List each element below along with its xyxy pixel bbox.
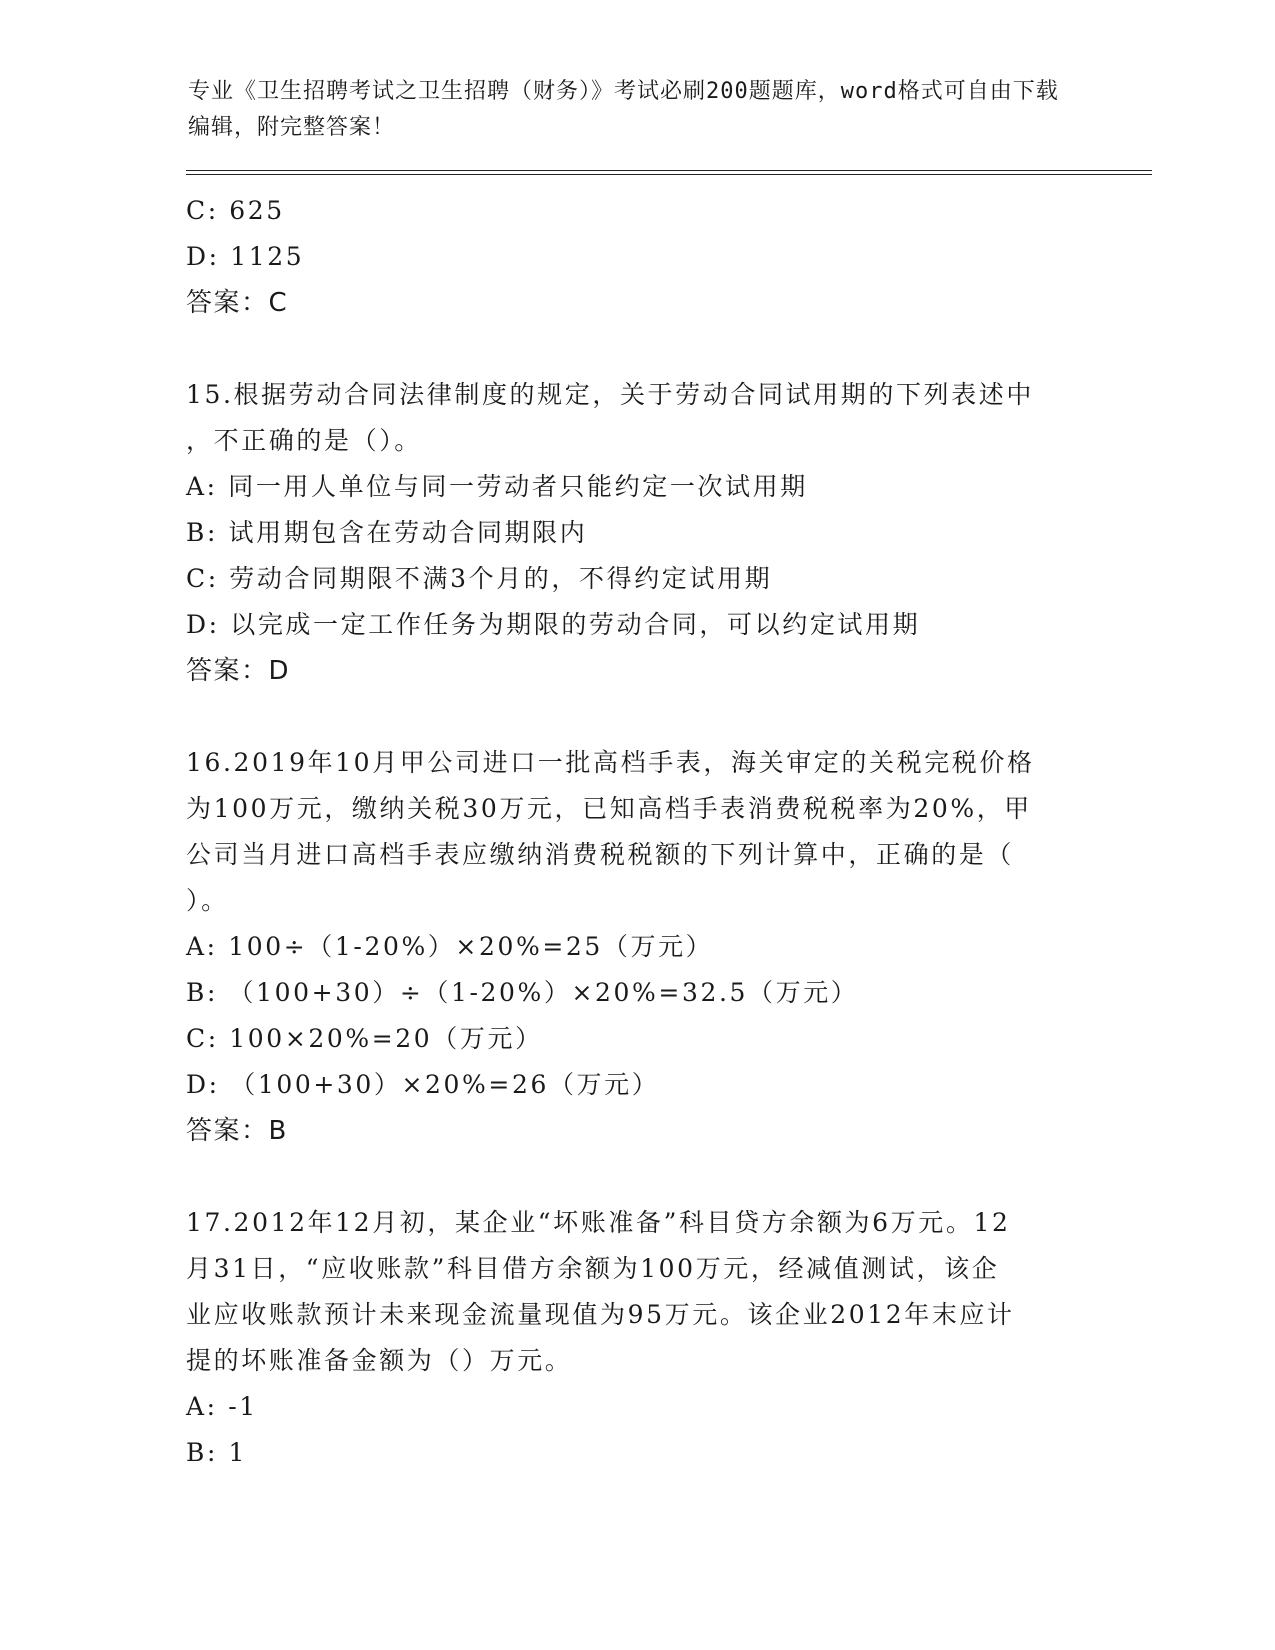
question-stem-line: 为100万元，缴纳关税30万元，已知高档手表消费税税率为20%，甲 bbox=[186, 794, 1032, 823]
document-title: 专业《卫生招聘考试之卫生招聘（财务）》考试必刷200题题库，word格式可自由下载编辑，附完整答案！ bbox=[188, 79, 1059, 140]
question-stem-line: 15.根据劳动合同法律制度的规定，关于劳动合同试用期的下列表述中 bbox=[186, 380, 1034, 409]
question-15 bbox=[186, 372, 1086, 694]
option-c: C: 100×20%=20（万元） bbox=[186, 1024, 543, 1053]
answer-line: 答案：C bbox=[186, 288, 289, 318]
option-a: A: -1 bbox=[186, 1392, 258, 1421]
header-divider-bottom bbox=[186, 174, 1152, 175]
option-a: A: 100÷（1-20%）×20%=25（万元） bbox=[186, 932, 714, 961]
question-17 bbox=[186, 1200, 1086, 1476]
option-b: B: （100+30）÷（1-20%）×20%=32.5（万元） bbox=[186, 978, 859, 1007]
question-stem-line: 月31日，“应收账款”科目借方余额为100万元，经减值测试，该企 bbox=[186, 1254, 1000, 1283]
option-d: D: 以完成一定工作任务为期限的劳动合同，可以约定试用期 bbox=[186, 610, 921, 639]
option-c: C: 劳动合同期限不满3个月的，不得约定试用期 bbox=[186, 564, 773, 593]
option-b: B: 试用期包含在劳动合同期限内 bbox=[186, 518, 588, 547]
header-divider-top bbox=[186, 170, 1152, 171]
question-stem-line: 提的坏账准备金额为（）万元。 bbox=[186, 1346, 573, 1375]
question-stem-line: ，不正确的是（）。 bbox=[186, 426, 422, 455]
option-b: B: 1 bbox=[186, 1438, 248, 1467]
question-16 bbox=[186, 740, 1086, 1154]
question-stem-line: 业应收账款预计未来现金流量现值为95万元。该企业2012年末应计 bbox=[186, 1300, 1015, 1329]
option-a: A: 同一用人单位与同一劳动者只能约定一次试用期 bbox=[186, 472, 808, 501]
question-stem-line: 16.2019年10月甲公司进口一批高档手表，海关审定的关税完税价格 bbox=[186, 748, 1035, 777]
document-header bbox=[188, 74, 1068, 146]
question-stem-line: ）。 bbox=[186, 886, 229, 915]
question-list bbox=[186, 188, 1086, 1476]
option-d: D: （100+30）×20%=26（万元） bbox=[186, 1070, 660, 1099]
question-14-tail bbox=[186, 188, 1086, 326]
answer-line: 答案：D bbox=[186, 656, 291, 686]
question-stem-line: 公司当月进口高档手表应缴纳消费税税额的下列计算中，正确的是（ bbox=[186, 840, 1015, 869]
option-d: D: 1125 bbox=[186, 242, 305, 271]
answer-line: 答案：B bbox=[186, 1116, 288, 1146]
option-c: C: 625 bbox=[186, 196, 285, 225]
question-stem-line: 17.2012年12月初，某企业“坏账准备”科目贷方余额为6万元。12 bbox=[186, 1208, 1011, 1237]
